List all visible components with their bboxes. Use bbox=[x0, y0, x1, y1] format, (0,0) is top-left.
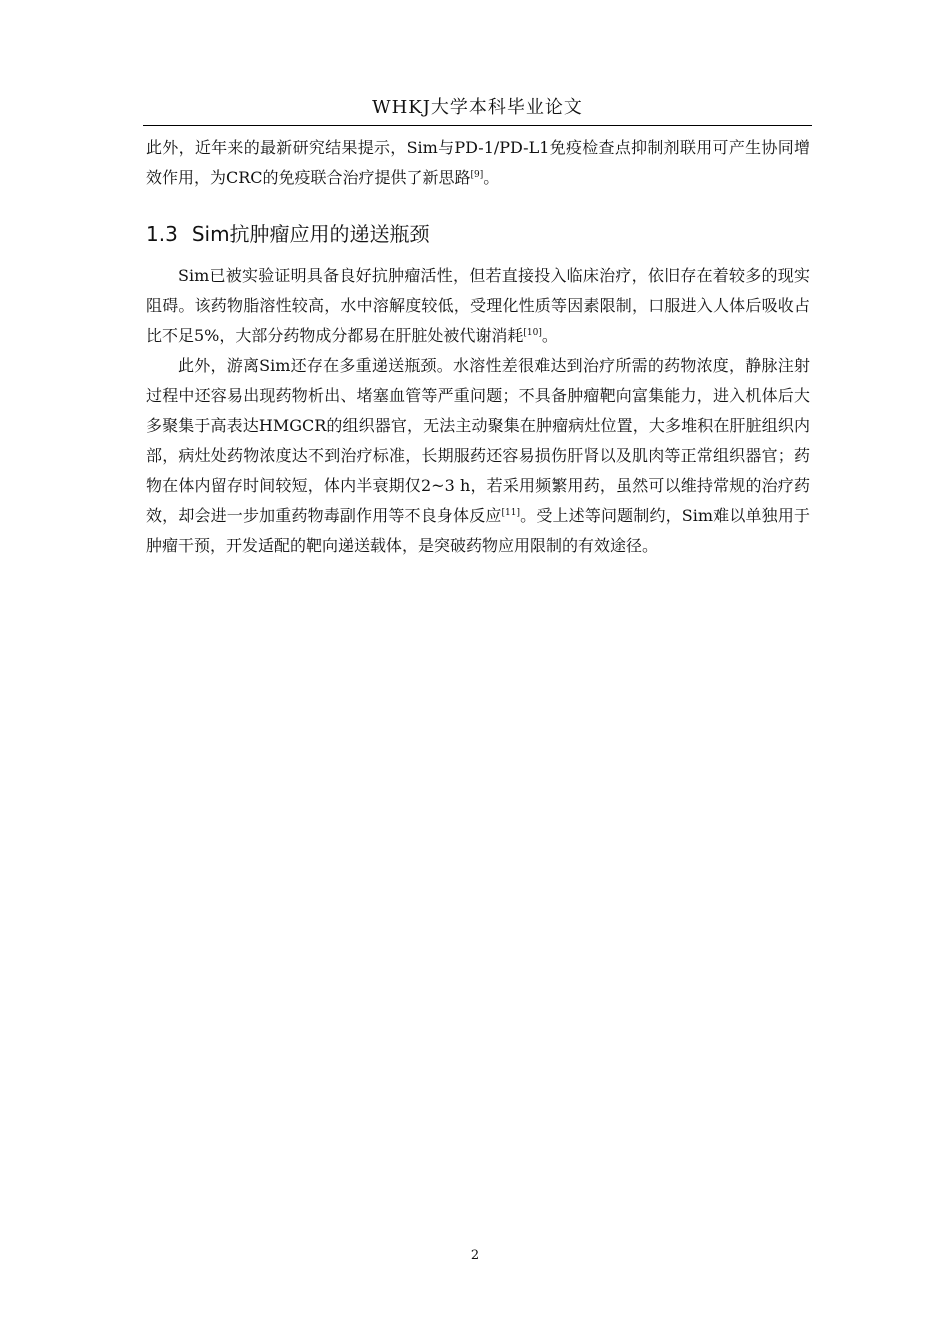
intro-paragraph bbox=[146, 133, 810, 193]
intro-paragraph-end: 。 bbox=[483, 168, 500, 187]
body-paragraph-1-end: 。 bbox=[541, 326, 558, 345]
section-title: Sim抗肿瘤应用的递送瓶颈 bbox=[191, 222, 430, 246]
header-rule bbox=[143, 125, 812, 126]
section-number: 1.3 bbox=[146, 222, 178, 246]
body-paragraph-1-text: Sim已被实验证明具备良好抗肿瘤活性，但若直接投入临床治疗，依旧存在着较多的现实阻碍。该药物脂溶性较高，水中溶解度较低，受理化性质等因素限制，口服进入人体后吸收占比不足5%，大部分药物成分都易在肝脏处被代谢消耗 bbox=[146, 266, 810, 345]
body-paragraph-1 bbox=[146, 261, 810, 351]
page-number: 2 bbox=[470, 1248, 480, 1263]
intro-paragraph-text: 此外，近年来的最新研究结果提示，Sim与PD-1/PD-L1免疫检查点抑制剂联用可产生协同增效作用，为CRC的免疫联合治疗提供了新思路 bbox=[146, 138, 810, 187]
citation-10: [10] bbox=[523, 328, 542, 338]
body-paragraph-2-text: 此外，游离Sim还存在多重递送瓶颈。水溶性差很难达到治疗所需的药物浓度，静脉注射过程中还容易出现药物析出、堵塞血管等严重问题；不具备肿瘤靶向富集能力，进入机体后大多聚集于高表达HMGCR的组织器官，无法主动聚集在肿瘤病灶位置，大多堆积在肝脏组织内部，病灶处药物浓度达不到治疗标准，长期服药还容易损伤肝肾以及肌肉等正常组织器官；药物在体内留存时间较短，体内半衰期仅2~3 h，若采用频繁用药，虽然可以维持常规的治疗药效，却会进一步加重药物毒副作用等不良身体反应 bbox=[146, 356, 810, 525]
page-body bbox=[146, 133, 810, 561]
body-paragraph-2 bbox=[146, 351, 810, 561]
citation-11: [11] bbox=[501, 508, 521, 518]
section-heading bbox=[146, 219, 810, 249]
body-paragraph-2-end: 。受上述等问题制约，Sim难以单独用于肿瘤干预，开发适配的靶向递送载体，是突破药物应用限制的有效途径。 bbox=[146, 506, 810, 555]
citation-9: [9] bbox=[470, 170, 484, 180]
running-header: WHKJ大学本科毕业论文 bbox=[372, 97, 583, 118]
